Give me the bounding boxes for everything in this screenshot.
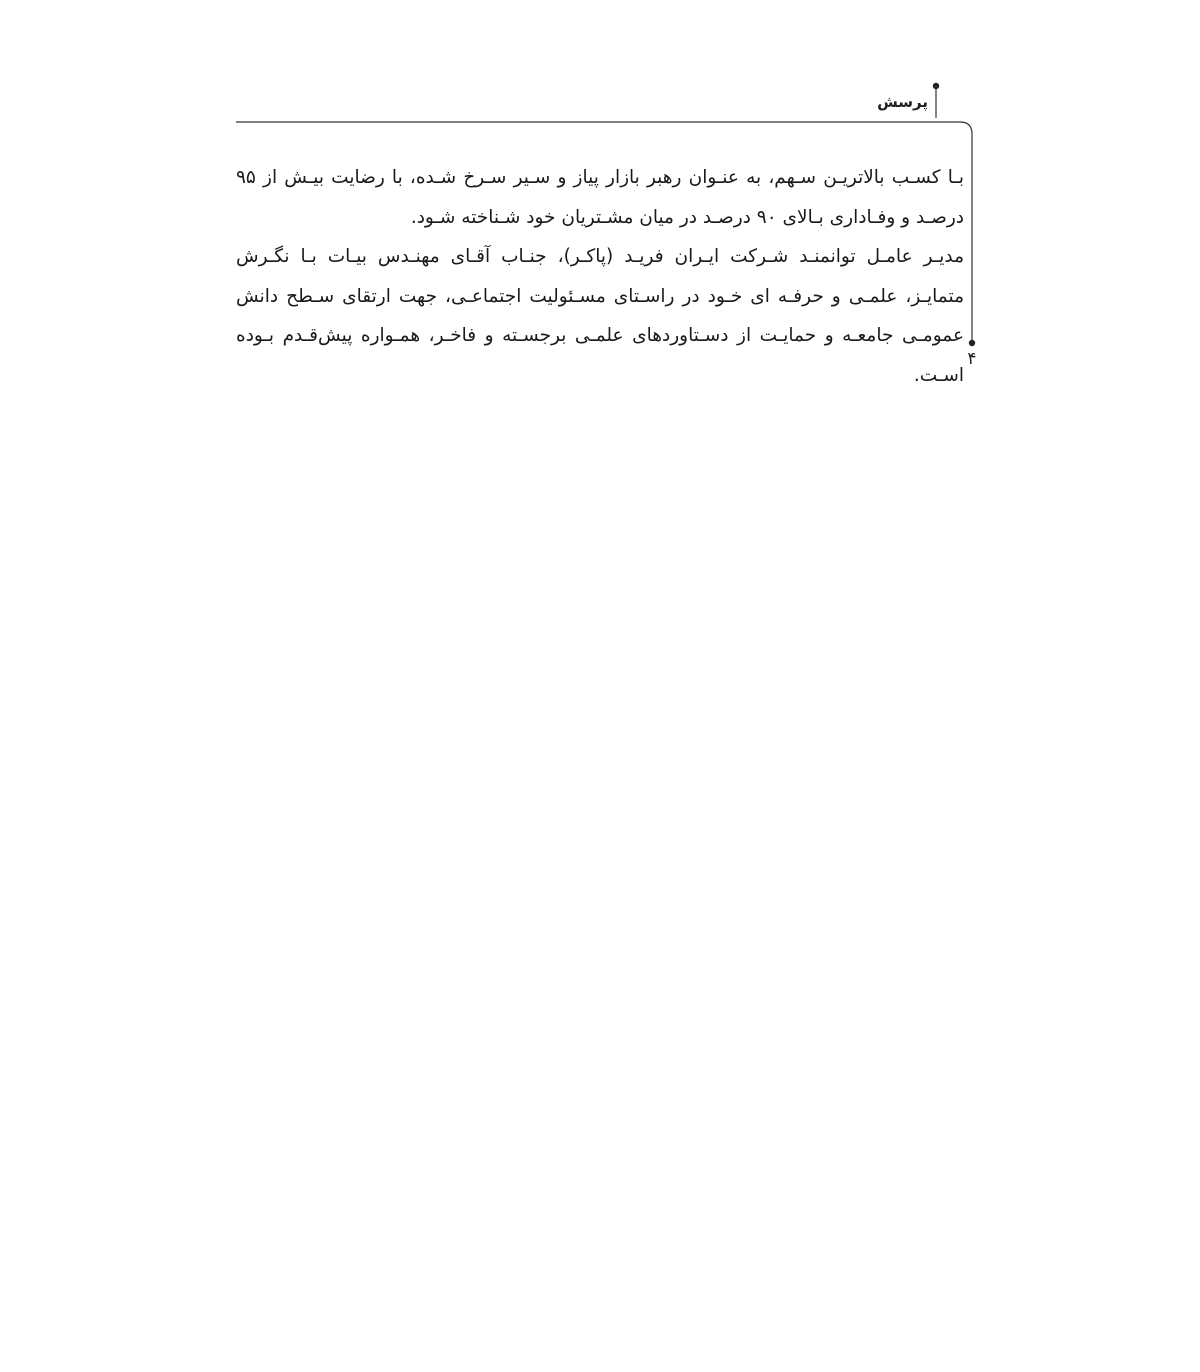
margin-dot <box>969 340 975 346</box>
section-title: پرسش <box>877 93 928 111</box>
page-number: ۴ <box>967 349 977 369</box>
paragraph-1: بـا کسـب بالاتریـن سـهم، به عنـوان رهبر بازار پیاز و سـیر سـرخ شـده، با رضایت بیـش از ۹۵ درصـد و وفـاداری بـالای ۹۰ درصـد در میان مشـتریان خود شـناخته شـود. <box>236 167 964 228</box>
body-text <box>236 158 964 396</box>
paragraph-2: مدیـر عامـل توانمنـد شـرکت ایـران فریـد (پاکـر)، جنـاب آقـای مهنـدس بیـات بـا نگـرش متمایـز، علمـی و حرفـه ای خـود در راسـتای مسـئولیت اجتماعـی، جهت ارتقای سـطح دانش عمومـی جامعـه و حمایـت از دسـتاوردهای علمـی برجسـته و فاخـر، همـواره پیش‌قـدم بـوده اسـت. <box>236 246 964 386</box>
